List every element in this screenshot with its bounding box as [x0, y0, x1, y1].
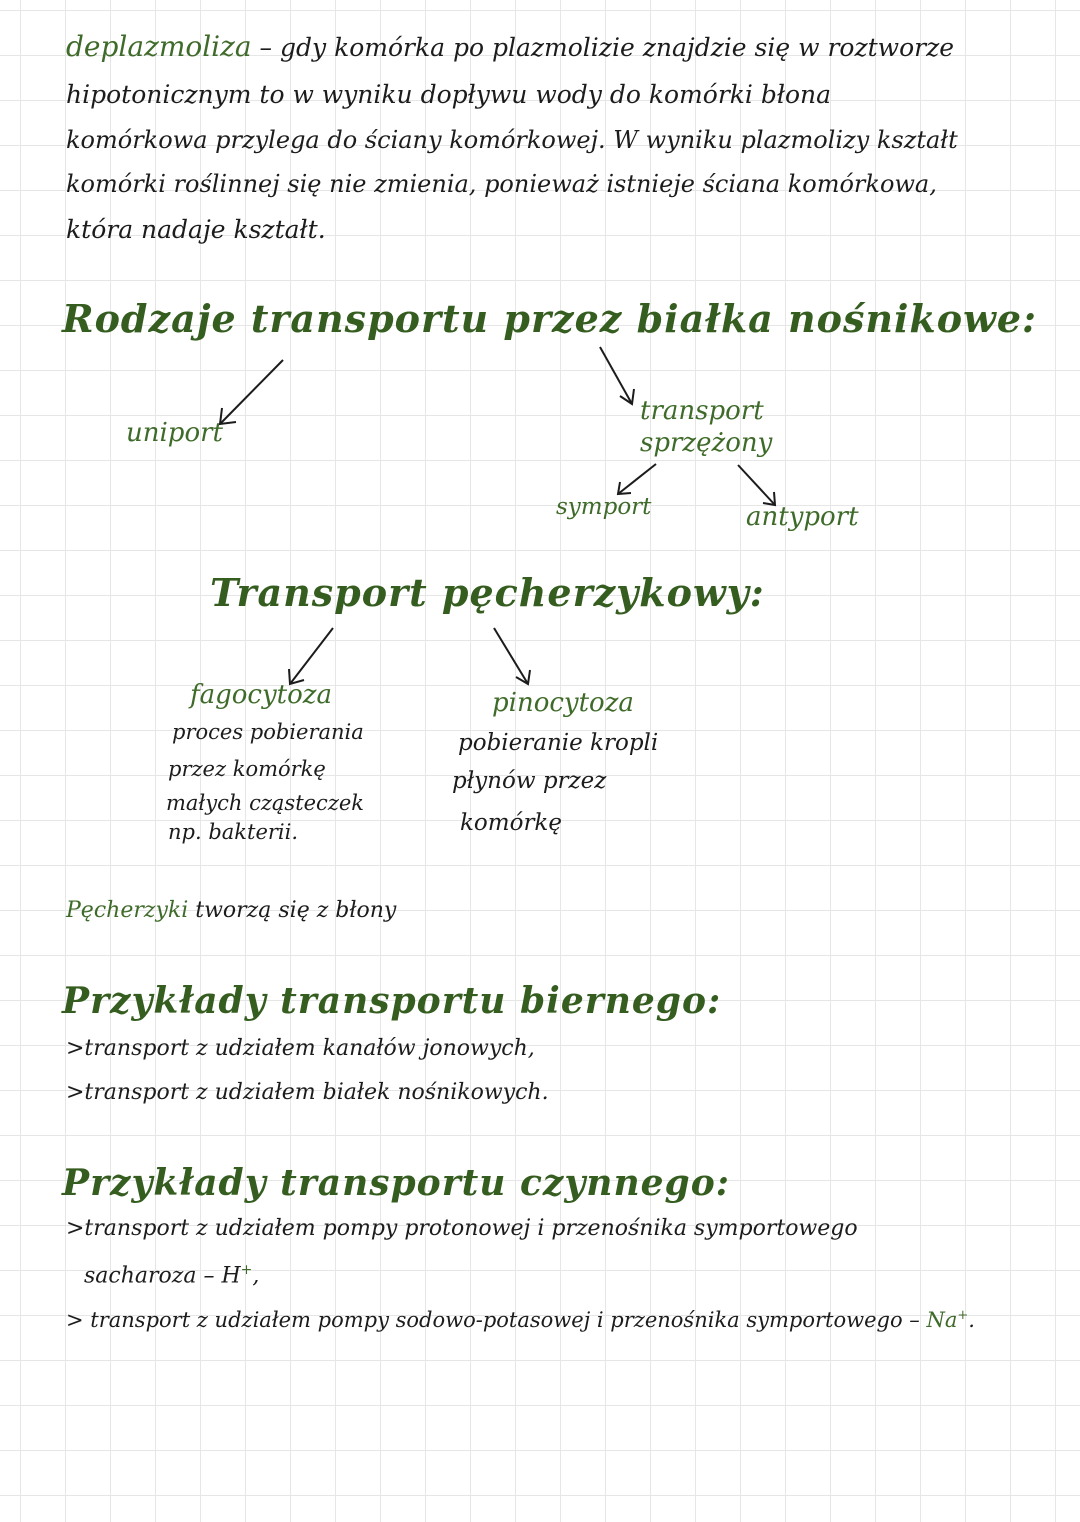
fagocytoza-desc-4: np. bakterii.	[168, 820, 299, 844]
fagocytoza-desc-1: proces pobierania	[172, 720, 364, 744]
uniport-label: uniport	[126, 418, 223, 448]
passive-item-1: >transport z udziałem kanałów jonowych,	[66, 1036, 535, 1061]
sodium-ion: Na	[926, 1308, 958, 1332]
vesicles-word: Pęcherzyki	[66, 898, 189, 923]
coupled-transport-line-2: sprzężony	[640, 428, 773, 458]
fagocytoza-desc-3: małych cząsteczek	[166, 791, 365, 815]
pinocytoza-label: pinocytoza	[492, 688, 634, 718]
proton-charge: +	[240, 1262, 253, 1278]
term-deplazmoliza: deplazmoliza	[66, 30, 252, 63]
para-line-1-text: – gdy komórka po plazmolizie znajdzie się w roztworze	[251, 33, 955, 62]
pinocytoza-desc-1: pobieranie kropli	[458, 730, 659, 756]
active-heading: Przykłady transportu czynnego:	[62, 1162, 730, 1204]
arrow-to-uniport	[220, 360, 283, 424]
sucrose-text: sacharoza – H	[84, 1263, 241, 1289]
pinocytoza-desc-2: płynów przez	[452, 768, 607, 794]
arrow-to-pinocytoza	[494, 628, 530, 684]
arrow-to-antyport	[738, 465, 775, 505]
comma: ,	[252, 1263, 260, 1289]
para-line-5: która nadaje kształt.	[66, 215, 326, 244]
active-item-2-text: > transport z udziałem pompy sodowo-potasowej i przenośnika symportowego –	[66, 1308, 927, 1332]
carriers-heading: Rodzaje transportu przez białka nośnikowe:	[62, 296, 1038, 341]
arrow-to-fagocytoza	[289, 628, 333, 684]
para-line-2: hipotonicznym to w wyniku dopływu wody do komórki błona	[66, 80, 832, 109]
sodium-charge: +	[957, 1308, 969, 1323]
para-line-3: komórkowa przylega do ściany komórkowej. W wyniku plazmolizy kształt	[66, 126, 958, 154]
pinocytoza-desc-3: komórkę	[460, 810, 562, 836]
arrow-to-symport	[618, 464, 656, 494]
vesicular-heading: Transport pęcherzykowy:	[210, 570, 765, 615]
active-item-1-line-1: >transport z udziałem pompy protonowej i przenośnika symportowego	[66, 1216, 858, 1241]
coupled-transport-line-1: transport	[640, 396, 764, 426]
period: .	[968, 1308, 975, 1332]
symport-label: symport	[556, 494, 652, 520]
fagocytoza-label: fagocytoza	[190, 680, 332, 710]
passive-heading: Przykłady transportu biernego:	[62, 980, 722, 1022]
para-line-4: komórki roślinnej się nie zmienia, ponieważ istnieje ściana komórkowa,	[66, 170, 937, 198]
fagocytoza-desc-2: przez komórkę	[168, 757, 326, 781]
vesicles-rest: tworzą się z błony	[188, 898, 397, 923]
arrow-to-coupled	[600, 347, 634, 404]
passive-item-2: >transport z udziałem białek nośnikowych.	[66, 1080, 549, 1105]
antyport-label: antyport	[746, 502, 859, 532]
